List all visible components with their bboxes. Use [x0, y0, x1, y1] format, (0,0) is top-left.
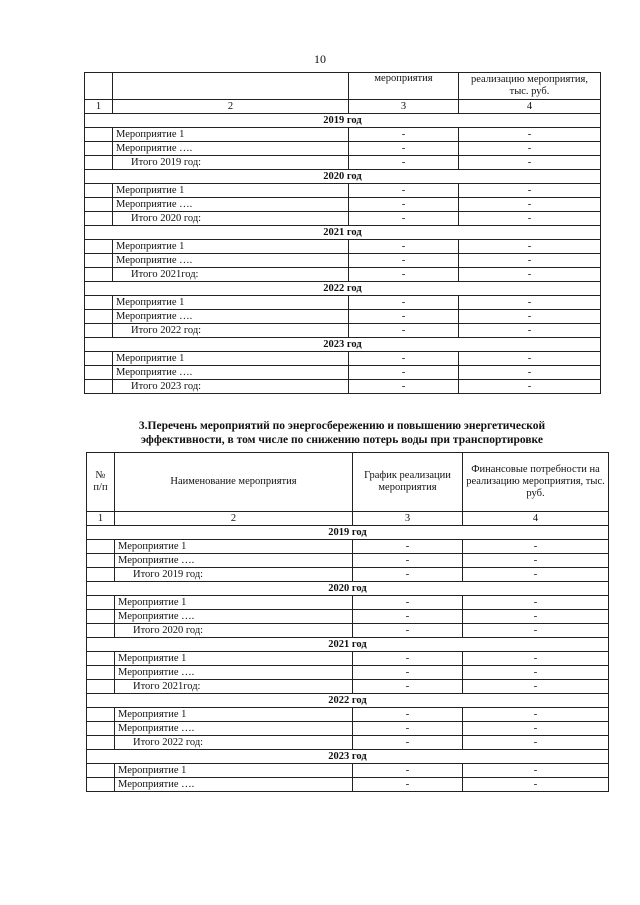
col-number: 3 [353, 512, 463, 526]
schedule-cell: - [353, 736, 463, 750]
schedule-cell: - [349, 240, 459, 254]
table-1-number-row [85, 100, 601, 114]
header-cell-name: Наименование мероприятия [115, 453, 353, 512]
table-1 [84, 72, 601, 394]
measure-name-cell: Мероприятие …. [115, 722, 353, 736]
measure-name-cell: Мероприятие 1 [115, 764, 353, 778]
total-row [87, 680, 609, 694]
schedule-cell: - [353, 554, 463, 568]
row-number-cell [85, 240, 113, 254]
measure-name-cell: Мероприятие …. [113, 310, 349, 324]
table-row [87, 764, 609, 778]
total-label-cell: Итого 2020 год: [115, 624, 353, 638]
table-row [87, 554, 609, 568]
finance-cell: - [459, 254, 601, 268]
row-number-cell [87, 680, 115, 694]
row-number-cell [87, 540, 115, 554]
total-row [85, 156, 601, 170]
year-row [85, 170, 601, 184]
table-row [85, 142, 601, 156]
header-cell-finance: Финансовые потребности на реализацию мероприятия, тыс. руб. [463, 453, 609, 512]
row-number-cell [85, 366, 113, 380]
row-number-cell [85, 198, 113, 212]
row-number-cell [85, 142, 113, 156]
table-row [85, 198, 601, 212]
finance-cell: - [463, 624, 609, 638]
finance-cell: - [459, 366, 601, 380]
row-number-cell [85, 184, 113, 198]
total-label-cell: Итого 2019 год: [115, 568, 353, 582]
table-2-header-row [87, 453, 609, 512]
finance-cell: - [459, 268, 601, 282]
year-row [87, 694, 609, 708]
schedule-cell: - [353, 666, 463, 680]
finance-cell: - [463, 596, 609, 610]
total-label-cell: Итого 2022 год: [115, 736, 353, 750]
year-row [87, 582, 609, 596]
table-row [87, 722, 609, 736]
finance-cell: - [463, 568, 609, 582]
measure-name-cell: Мероприятие 1 [115, 540, 353, 554]
measure-name-cell: Мероприятие 1 [113, 352, 349, 366]
row-number-cell [87, 708, 115, 722]
finance-cell: - [463, 736, 609, 750]
schedule-cell: - [349, 324, 459, 338]
row-number-cell [87, 778, 115, 792]
finance-cell: - [463, 708, 609, 722]
measure-name-cell: Мероприятие …. [115, 610, 353, 624]
year-heading: 2023 год [87, 750, 609, 764]
header-cell-num [85, 73, 113, 100]
finance-cell: - [459, 352, 601, 366]
schedule-cell: - [349, 366, 459, 380]
schedule-cell: - [353, 540, 463, 554]
row-number-cell [87, 736, 115, 750]
year-heading: 2021 год [87, 638, 609, 652]
schedule-cell: - [349, 142, 459, 156]
total-label-cell: Итого 2020 год: [113, 212, 349, 226]
finance-cell: - [463, 722, 609, 736]
finance-cell: - [459, 324, 601, 338]
row-number-cell [87, 554, 115, 568]
measure-name-cell: Мероприятие 1 [113, 184, 349, 198]
measure-name-cell: Мероприятие …. [113, 198, 349, 212]
row-number-cell [85, 212, 113, 226]
row-number-cell [87, 624, 115, 638]
col-number: 3 [349, 100, 459, 114]
row-number-cell [85, 352, 113, 366]
total-row [87, 736, 609, 750]
row-number-cell [87, 764, 115, 778]
finance-cell: - [459, 142, 601, 156]
schedule-cell: - [349, 268, 459, 282]
header-cell-finance: реализацию мероприятия, тыс. руб. [459, 73, 601, 100]
finance-cell: - [459, 310, 601, 324]
table-row [85, 310, 601, 324]
measure-name-cell: Мероприятие …. [113, 142, 349, 156]
year-row [87, 750, 609, 764]
schedule-cell: - [353, 568, 463, 582]
table-row [85, 184, 601, 198]
measure-name-cell: Мероприятие 1 [115, 708, 353, 722]
section-3-title-line-2: эффективности, в том числе по снижению потерь воды при транспортировке [141, 434, 543, 446]
schedule-cell: - [353, 708, 463, 722]
finance-cell: - [463, 778, 609, 792]
finance-cell: - [463, 764, 609, 778]
measure-name-cell: Мероприятие 1 [113, 296, 349, 310]
schedule-cell: - [349, 296, 459, 310]
finance-cell: - [459, 198, 601, 212]
schedule-cell: - [353, 652, 463, 666]
measure-name-cell: Мероприятие …. [115, 778, 353, 792]
row-number-cell [87, 596, 115, 610]
total-row [85, 380, 601, 394]
row-number-cell [85, 310, 113, 324]
row-number-cell [87, 610, 115, 624]
row-number-cell [87, 666, 115, 680]
col-number: 1 [85, 100, 113, 114]
schedule-cell: - [349, 380, 459, 394]
table-row [87, 666, 609, 680]
schedule-cell: - [353, 680, 463, 694]
section-3-title-line-1: 3.Перечень мероприятий по энергосбережению и повышению энергетической [138, 420, 546, 432]
total-label-cell: Итого 2021год: [115, 680, 353, 694]
schedule-cell: - [349, 156, 459, 170]
row-number-cell [87, 652, 115, 666]
table-row [87, 610, 609, 624]
total-label-cell: Итого 2021год: [113, 268, 349, 282]
year-heading: 2022 год [85, 282, 601, 296]
year-row [85, 114, 601, 128]
row-number-cell [87, 568, 115, 582]
table-row [85, 240, 601, 254]
schedule-cell: - [353, 764, 463, 778]
header-cell-name [113, 73, 349, 100]
header-cell-num: № п/п [87, 453, 115, 512]
finance-cell: - [459, 296, 601, 310]
col-number: 4 [463, 512, 609, 526]
measure-name-cell: Мероприятие 1 [115, 596, 353, 610]
page-number: 10 [314, 52, 326, 66]
schedule-cell: - [353, 610, 463, 624]
finance-cell: - [459, 128, 601, 142]
measure-name-cell: Мероприятие 1 [115, 652, 353, 666]
total-row [85, 212, 601, 226]
year-heading: 2022 год [87, 694, 609, 708]
col-number: 1 [87, 512, 115, 526]
finance-cell: - [463, 666, 609, 680]
total-row [87, 568, 609, 582]
measure-name-cell: Мероприятие 1 [113, 128, 349, 142]
year-heading: 2019 год [87, 526, 609, 540]
table-row [87, 540, 609, 554]
finance-cell: - [463, 554, 609, 568]
table-row [87, 708, 609, 722]
row-number-cell [85, 380, 113, 394]
year-heading: 2023 год [85, 338, 601, 352]
finance-cell: - [463, 652, 609, 666]
schedule-cell: - [353, 596, 463, 610]
measure-name-cell: Мероприятие …. [115, 554, 353, 568]
schedule-cell: - [349, 198, 459, 212]
measure-name-cell: Мероприятие …. [115, 666, 353, 680]
finance-cell: - [463, 680, 609, 694]
schedule-cell: - [349, 352, 459, 366]
year-heading: 2020 год [85, 170, 601, 184]
year-heading: 2020 год [87, 582, 609, 596]
total-row [85, 324, 601, 338]
col-number: 2 [115, 512, 353, 526]
year-row [87, 638, 609, 652]
schedule-cell: - [353, 778, 463, 792]
row-number-cell [85, 254, 113, 268]
row-number-cell [85, 296, 113, 310]
table-row [87, 652, 609, 666]
table-row [85, 128, 601, 142]
row-number-cell [85, 128, 113, 142]
table-1-header-row [85, 73, 601, 100]
finance-cell: - [459, 156, 601, 170]
table-2-number-row [87, 512, 609, 526]
row-number-cell [87, 722, 115, 736]
measure-name-cell: Мероприятие …. [113, 254, 349, 268]
table-row [85, 296, 601, 310]
header-cell-schedule: мероприятия [349, 73, 459, 100]
finance-cell: - [463, 540, 609, 554]
table-row [85, 366, 601, 380]
year-row [85, 226, 601, 240]
total-label-cell: Итого 2023 год: [113, 380, 349, 394]
finance-cell: - [459, 184, 601, 198]
header-cell-schedule: График реализации мероприятия [353, 453, 463, 512]
schedule-cell: - [353, 624, 463, 638]
row-number-cell [85, 268, 113, 282]
finance-cell: - [459, 380, 601, 394]
table-row [87, 778, 609, 792]
schedule-cell: - [349, 212, 459, 226]
year-heading: 2019 год [85, 114, 601, 128]
schedule-cell: - [349, 184, 459, 198]
year-row [87, 526, 609, 540]
total-label-cell: Итого 2019 год: [113, 156, 349, 170]
finance-cell: - [463, 610, 609, 624]
table-row [85, 352, 601, 366]
finance-cell: - [459, 240, 601, 254]
year-row [85, 282, 601, 296]
row-number-cell [85, 324, 113, 338]
table-2 [86, 452, 609, 792]
schedule-cell: - [349, 254, 459, 268]
finance-cell: - [459, 212, 601, 226]
section-3-title [112, 419, 572, 447]
schedule-cell: - [353, 722, 463, 736]
total-label-cell: Итого 2022 год: [113, 324, 349, 338]
col-number: 2 [113, 100, 349, 114]
col-number: 4 [459, 100, 601, 114]
year-row [85, 338, 601, 352]
total-row [85, 268, 601, 282]
schedule-cell: - [349, 128, 459, 142]
schedule-cell: - [349, 310, 459, 324]
table-row [87, 596, 609, 610]
measure-name-cell: Мероприятие …. [113, 366, 349, 380]
year-heading: 2021 год [85, 226, 601, 240]
measure-name-cell: Мероприятие 1 [113, 240, 349, 254]
row-number-cell [85, 156, 113, 170]
total-row [87, 624, 609, 638]
table-row [85, 254, 601, 268]
